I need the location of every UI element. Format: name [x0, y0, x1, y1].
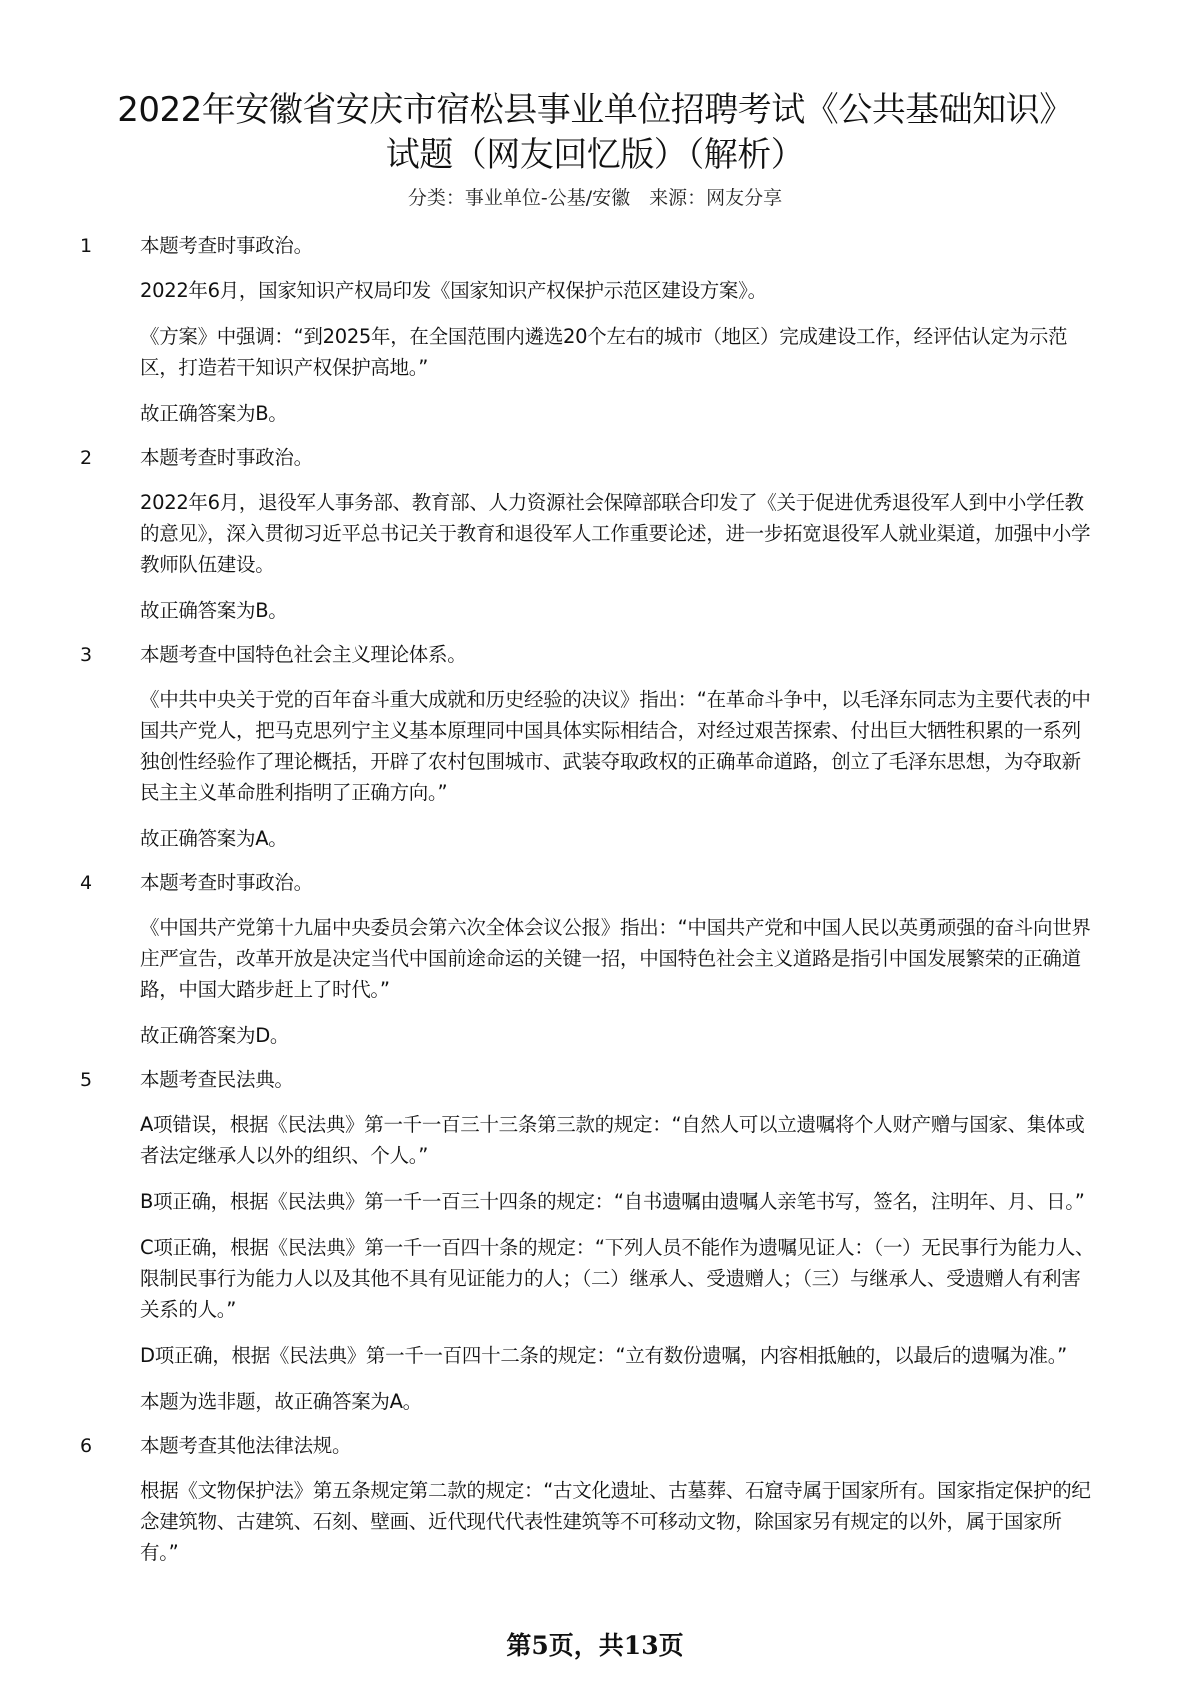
explanation-paragraph: 故正确答案为B。: [140, 599, 288, 622]
explanation-paragraph: 根据《文物保护法》第五条规定第二款的规定：“古文化遗址、古墓葬、石窟寺属于国家所有。国家指定保护的纪念建筑物、古建筑、石刻、壁画、近代现代代表性建筑等不可移动文物，除国家另有规定的以外，属于国家所有。”: [140, 1479, 1091, 1564]
question-number: 2: [80, 447, 93, 469]
question-number: 3: [80, 644, 93, 666]
question-topic: 本题考查其他法律法规。: [140, 1434, 352, 1457]
answer-item: [0, 869, 1190, 1051]
question-number: 6: [80, 1435, 93, 1457]
explanation-paragraph: 故正确答案为B。: [140, 402, 288, 425]
explanation-paragraph: 《方案》中强调：“到2025年，在全国范围内遴选20个左右的城市（地区）完成建设工作，经评估认定为示范区，打造若干知识产权保护高地。”: [140, 325, 1068, 379]
question-number: 1: [80, 235, 93, 257]
explanation-paragraph: 《中共中央关于党的百年奋斗重大成就和历史经验的决议》指出：“在革命斗争中，以毛泽东同志为主要代表的中国共产党人，把马克思列宁主义基本原理同中国具体实际相结合，对经过艰苦探索、付出巨大牺牲积累的一系列独创性经验作了理论概括，开辟了农村包围城市、武装夺取政权的正确革命道路，创立了毛泽东思想，为夺取新民主主义革命胜利指明了正确方向。”: [140, 688, 1091, 804]
explanation-paragraph: 2022年6月，国家知识产权局印发《国家知识产权保护示范区建设方案》。: [140, 279, 767, 302]
answer-list: [0, 232, 1190, 1583]
explanation-paragraph: 故正确答案为D。: [140, 1024, 290, 1047]
answer-item: [0, 1066, 1190, 1417]
explanation-paragraph: 2022年6月，退役军人事务部、教育部、人力资源社会保障部联合印发了《关于促进优秀退役军人到中小学任教的意见》，深入贯彻习近平总书记关于教育和退役军人工作重要论述，进一步拓宽退役军人就业渠道，加强中小学教师队伍建设。: [140, 491, 1091, 576]
title-line-2: 试题（网友回忆版）（解析）: [385, 135, 805, 175]
explanation-paragraph: A项错误，根据《民法典》第一千一百三十三条第三款的规定：“自然人可以立遗嘱将个人财产赠与国家、集体或者法定继承人以外的组织、个人。”: [140, 1113, 1085, 1167]
document-title: [60, 88, 1130, 178]
question-topic: 本题考查时事政治。: [140, 446, 313, 469]
answer-item: [0, 1432, 1190, 1568]
question-number: 5: [80, 1069, 93, 1091]
question-number: 4: [80, 872, 93, 894]
explanation-paragraph: 本题为选非题，故正确答案为A。: [140, 1390, 422, 1413]
explanation-paragraph: C项正确，根据《民法典》第一千一百四十条的规定：“下列人员不能作为遗嘱见证人：（一）无民事行为能力人、限制民事行为能力人以及其他不具有见证能力的人；（二）继承人、受遗赠人；（三）与继承人、受遗赠人有利害关系的人。”: [140, 1236, 1095, 1321]
explanation-paragraph: D项正确，根据《民法典》第一千一百四十二条的规定：“立有数份遗嘱，内容相抵触的，以最后的遗嘱为准。”: [140, 1344, 1067, 1367]
explanation-paragraph: B项正确，根据《民法典》第一千一百三十四条的规定：“自书遗嘱由遗嘱人亲笔书写，签名，注明年、月、日。”: [140, 1190, 1085, 1213]
title-line-1: 2022年安徽省安庆市宿松县事业单位招聘考试《公共基础知识》: [117, 90, 1073, 130]
answer-item: [0, 641, 1190, 854]
explanation-paragraph: 《中国共产党第十九届中央委员会第六次全体会议公报》指出：“中国共产党和中国人民以英勇顽强的奋斗向世界庄严宣告，改革开放是决定当代中国前途命运的关键一招，中国特色社会主义道路是指引中国发展繁荣的正确道路，中国大踏步赶上了时代。”: [140, 916, 1091, 1001]
answer-item: [0, 232, 1190, 429]
document-meta: 分类：事业单位-公基/安徽 来源：网友分享: [407, 187, 783, 209]
question-topic: 本题考查民法典。: [140, 1068, 294, 1091]
question-topic: 本题考查中国特色社会主义理论体系。: [140, 643, 467, 666]
explanation-paragraph: 故正确答案为A。: [140, 827, 288, 850]
question-topic: 本题考查时事政治。: [140, 234, 313, 257]
question-topic: 本题考查时事政治。: [140, 871, 313, 894]
answer-item: [0, 444, 1190, 626]
page-footer: 第5页，共13页: [506, 1631, 684, 1660]
